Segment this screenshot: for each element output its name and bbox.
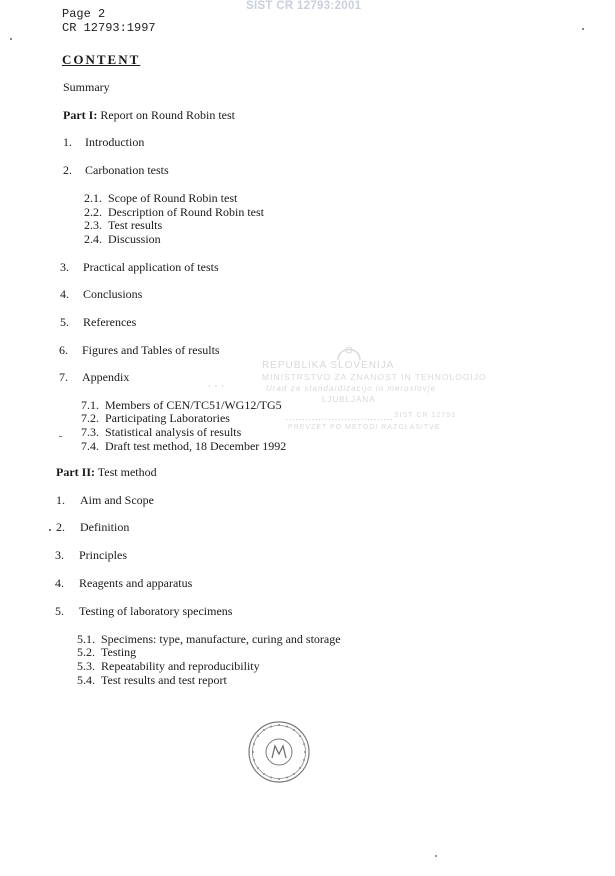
toc-number: 1. [63, 135, 72, 149]
part-2-label: Part II: [56, 465, 95, 479]
toc-entry [60, 315, 136, 329]
toc-number: 2.3. [84, 218, 102, 232]
toc-subentry [84, 191, 237, 205]
toc-number: 5.4. [77, 673, 95, 687]
toc-number: 6. [59, 343, 68, 357]
summary-entry: Summary [63, 80, 110, 94]
toc-entry [56, 520, 129, 534]
toc-subentry [84, 205, 264, 219]
toc-text: Scope of Round Robin test [108, 191, 238, 205]
toc-number: 3. [55, 548, 64, 562]
toc-text: Testing [101, 645, 137, 659]
toc-text: Conclusions [83, 287, 143, 301]
toc-text: Statistical analysis of results [105, 425, 242, 439]
toc-entry [55, 548, 127, 562]
content-heading: CONTENT [62, 52, 141, 67]
toc-number: 7.1. [81, 398, 99, 412]
speck-marks: · · · [208, 382, 225, 391]
toc-number: 3. [60, 260, 69, 274]
emblem-icon [334, 340, 364, 362]
page-number: Page 2 [62, 7, 106, 21]
stamp-line: REPUBLIKA SLOVENIJA [262, 360, 395, 371]
toc-subentry [77, 659, 260, 673]
sist-stamp [262, 352, 487, 432]
toc-text: Appendix [82, 370, 130, 384]
part-1-label: Part I: [63, 108, 98, 122]
toc-text: Members of CEN/TC51/WG12/TG5 [105, 398, 282, 412]
stamp-line: LJUBLJANA [322, 395, 376, 404]
toc-text: Discussion [108, 232, 161, 246]
toc-subentry [84, 232, 161, 246]
toc-number: 2.4. [84, 232, 102, 246]
toc-entry [59, 343, 220, 357]
toc-text: Aim and Scope [80, 493, 154, 507]
stamp-line: MINISTRSTVO ZA ZNANOST IN TEHNOLOGIJO [262, 372, 487, 382]
toc-text: Draft test method, 18 December 1992 [105, 439, 287, 453]
stamp-line: SIST CR 12793 [394, 412, 456, 419]
part-2-title: Test method [97, 465, 157, 479]
stamp-line: Urad za standardizacijo in meroslovje [266, 384, 436, 393]
toc-entry [55, 576, 192, 590]
toc-entry [63, 163, 169, 177]
toc-entry [63, 135, 144, 149]
toc-text: Definition [80, 520, 130, 534]
toc-text: Reagents and apparatus [79, 576, 193, 590]
toc-subentry [81, 439, 286, 453]
toc-entry [55, 604, 232, 618]
speck [582, 28, 584, 30]
toc-entry [60, 287, 142, 301]
document-id: CR 12793:1997 [62, 21, 156, 35]
toc-text: Principles [79, 548, 127, 562]
toc-number: 7.2. [81, 411, 99, 425]
toc-subentry [81, 425, 241, 439]
toc-text: Description of Round Robin test [108, 205, 264, 219]
toc-number: 4. [55, 576, 64, 590]
toc-subentry [77, 645, 136, 659]
toc-number: 1. [56, 493, 65, 507]
official-seal [247, 720, 311, 784]
toc-text: Participating Laboratories [105, 411, 230, 425]
toc-text: Test results and test report [101, 673, 227, 687]
toc-number: 2. [63, 163, 72, 177]
toc-subentry [84, 218, 162, 232]
watermark: SIST CR 12793:2001 [246, 0, 362, 12]
toc-text: Specimens: type, manufacture, curing and storage [101, 632, 341, 646]
toc-number: 5. [55, 604, 64, 618]
toc-number: 5.2. [77, 645, 95, 659]
toc-subentry [77, 673, 227, 687]
toc-text: Figures and Tables of results [82, 343, 220, 357]
dotted-line: ................................. [286, 412, 394, 422]
toc-number: 5.1. [77, 632, 95, 646]
part-1-heading [63, 108, 235, 122]
toc-number: 5.3. [77, 659, 95, 673]
toc-subentry [81, 411, 230, 425]
toc-number: 2.1. [84, 191, 102, 205]
speck [10, 38, 12, 40]
part-2-heading [56, 465, 157, 479]
toc-text: Testing of laboratory specimens [79, 604, 233, 618]
toc-number: 7.4. [81, 439, 99, 453]
speck [49, 529, 51, 531]
toc-entry [59, 370, 129, 384]
toc-text: Introduction [85, 135, 145, 149]
toc-entry [56, 493, 154, 507]
toc-text: Practical application of tests [83, 260, 219, 274]
toc-number: 7.3. [81, 425, 99, 439]
toc-subentry [81, 398, 282, 412]
stamp-line: PREVZET PO METODI RAZGLASITVE [288, 424, 441, 431]
toc-number: 7. [59, 370, 68, 384]
toc-number: 4. [60, 287, 69, 301]
toc-text: Carbonation tests [85, 163, 169, 177]
toc-subentry [77, 632, 341, 646]
toc-number: 2. [56, 520, 65, 534]
toc-text: Test results [108, 218, 163, 232]
speck [435, 855, 437, 857]
speck [59, 436, 62, 437]
toc-number: 5. [60, 315, 69, 329]
part-1-title: Report on Round Robin test [100, 108, 235, 122]
toc-number: 2.2. [84, 205, 102, 219]
toc-text: Repeatability and reproducibility [101, 659, 260, 673]
toc-entry [60, 260, 219, 274]
toc-text: References [83, 315, 137, 329]
